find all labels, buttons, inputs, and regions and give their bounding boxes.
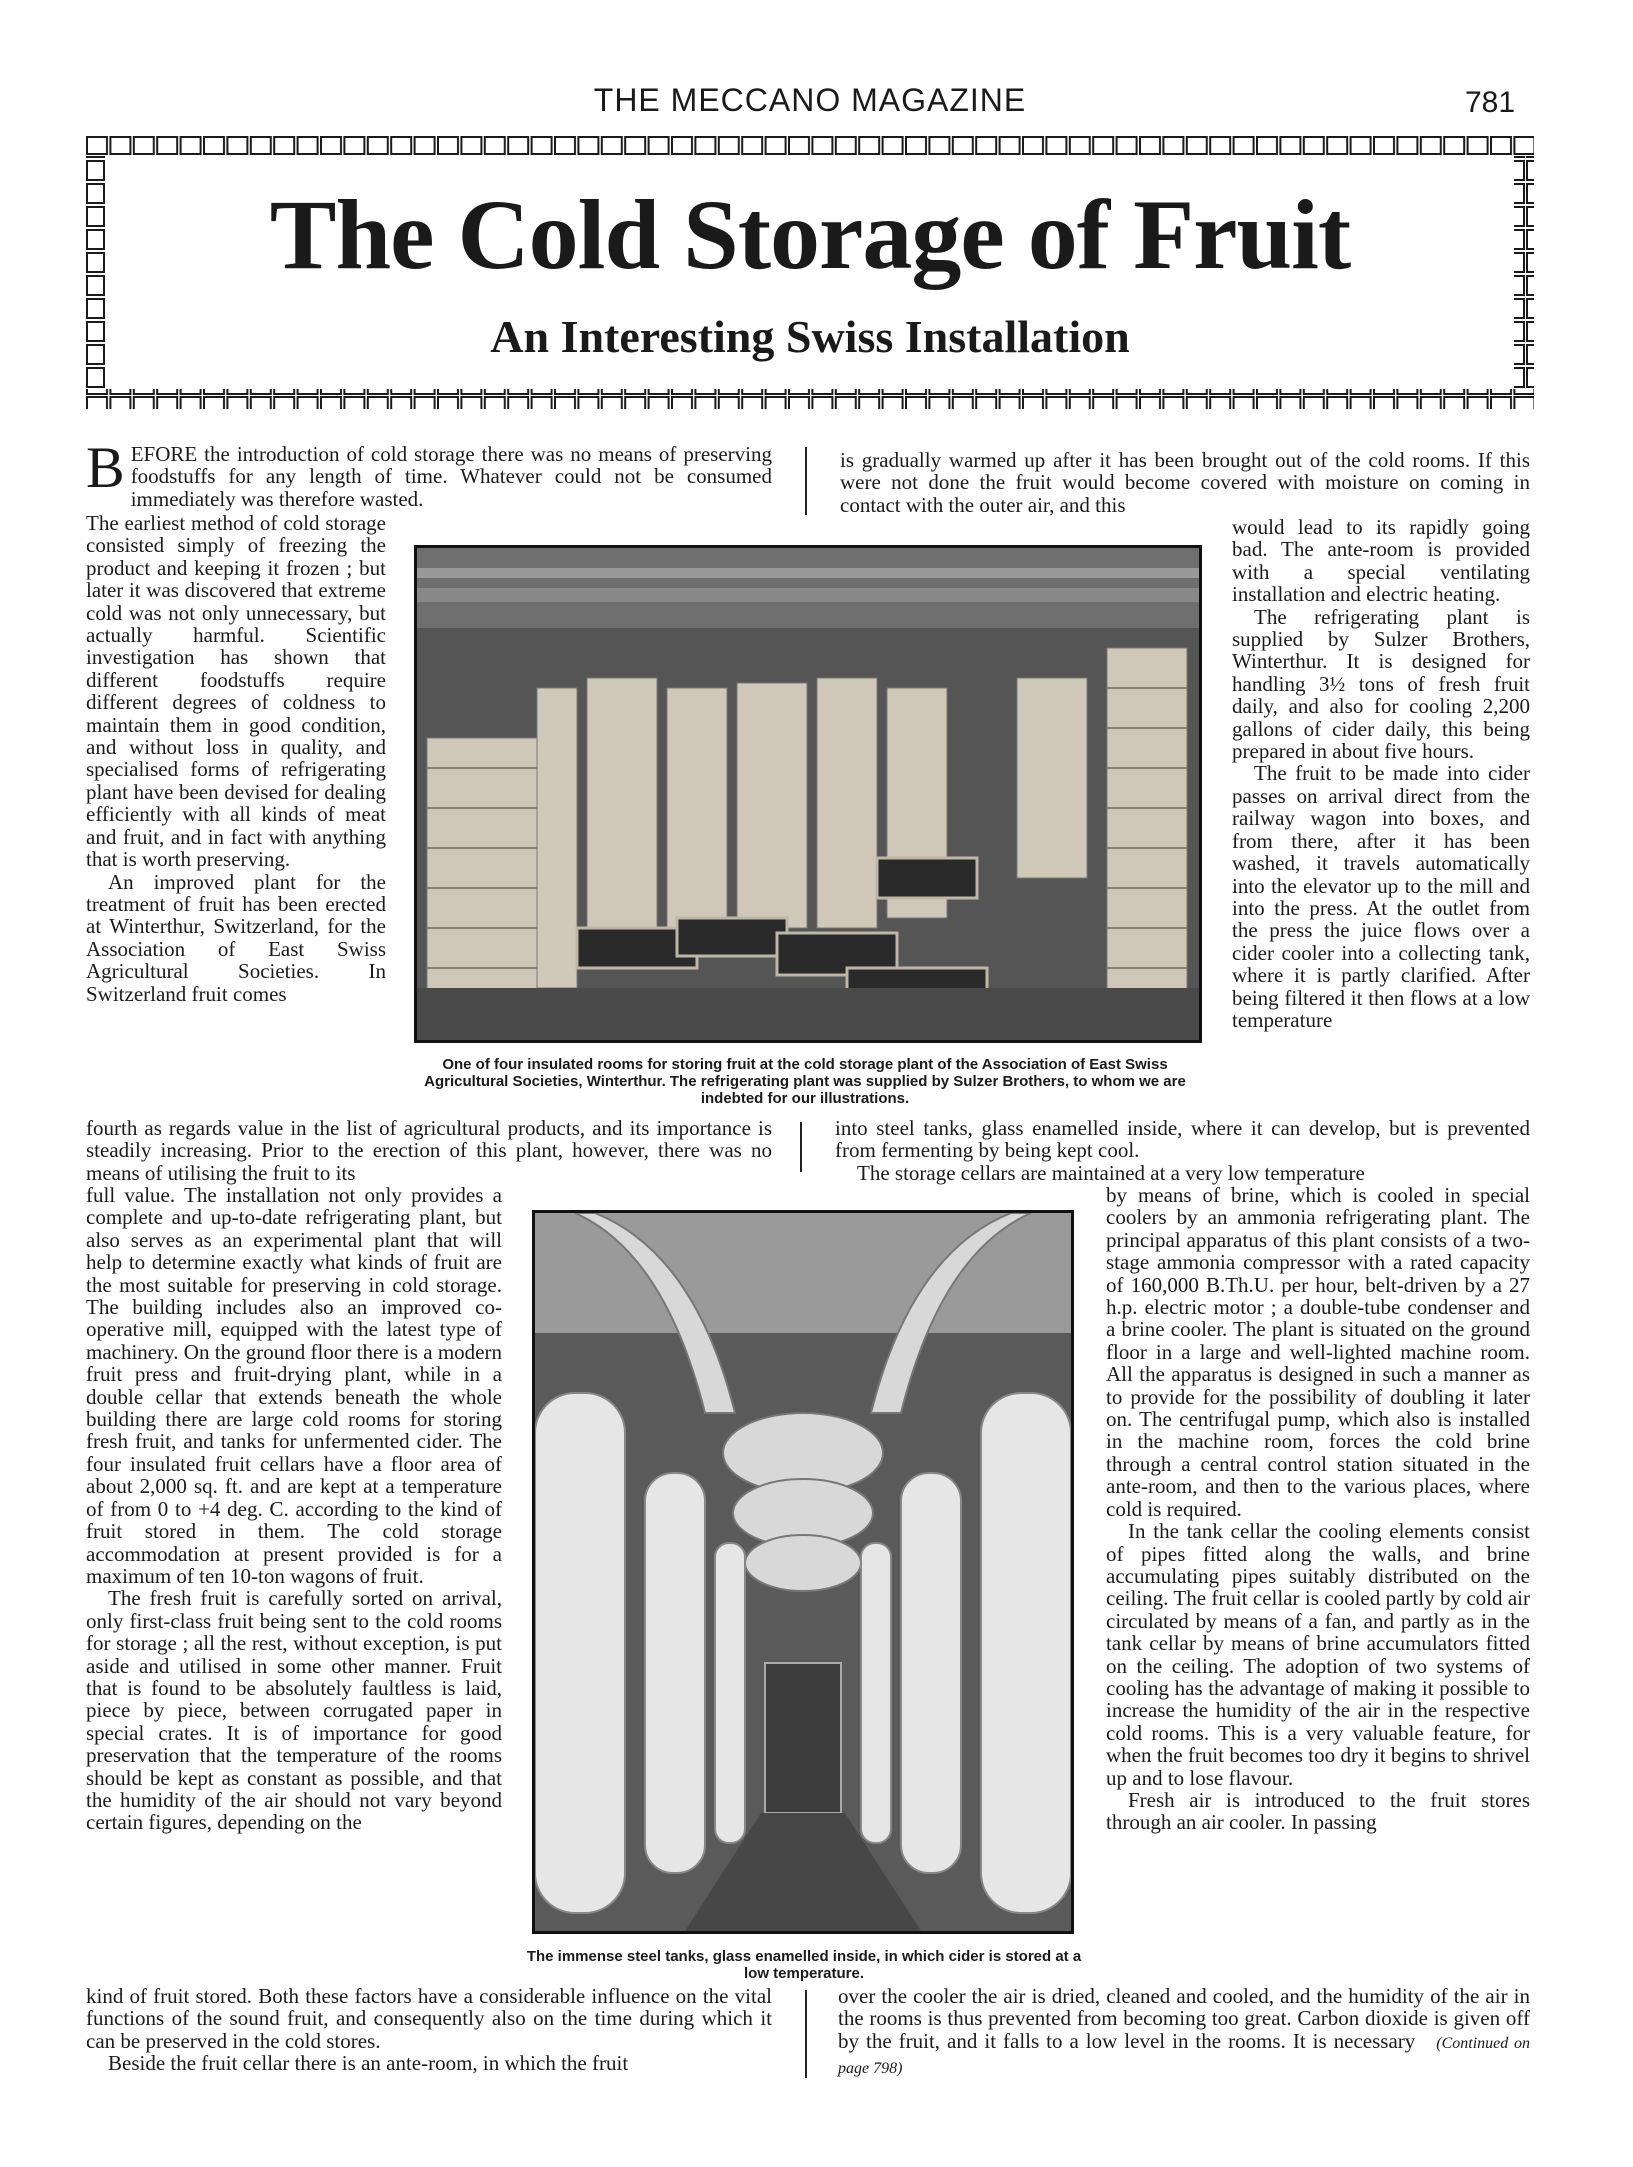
col1-paragraph-2: An improved plant for the treatment of fruit has been erected at Winterthur, Switzerland, for the Association of East Swiss Agricultural Societies. In Switzerland fruit comes: [86, 869, 386, 1006]
col2-lower-paragraph-2: In the tank cellar the cooling elements consist of pipes fitted along the walls, and brine accumulating pipes suitably distributed on the ceiling. The fruit cellar is cooled partly by cold air circulated by means of a fan, and partly as in the tank cellar by means of brine accumulators fitted on the ceiling. The adoption of two systems of cooling has the advantage of making it possible to increase the humidity of the air in the respective cold rooms. This is a very valuable feature, for when the fruit becomes too dry it begins to shrivel up and to lose flavour.: [1106, 1519, 1530, 1790]
col2-wide-text: [835, 1117, 1530, 1184]
figure-2-caption: The immense steel tanks, glass enamelled inside, in which cider is stored at a low temperature.: [526, 1948, 1082, 1982]
cider-tanks-photo: [532, 1210, 1074, 1934]
fruit-room-photo: [414, 545, 1202, 1043]
col2-top-text: [840, 449, 1530, 516]
col1-narrow-text: [86, 512, 386, 1005]
running-title: THE MECCANO MAGAZINE: [593, 82, 1027, 118]
col1-paragraph-1: The earliest method of cold storage consisted simply of freezing the product and keeping it frozen ; but later it was discovered that extreme cold was not only unnecessary, but actually harmful. Scientific investigation has shown that different foodstuffs require different degrees of coldness to maintain them in good condition, and without loss in quality, and specialised forms of refrigerating plant have been devised for dealing efficiently with all kinds of meat and fruit, and in fact with anything that is worth preserving.: [86, 511, 386, 872]
article-title: The Cold Storage of Fruit: [269, 179, 1351, 290]
col1-wide-paragraph: fourth as regards value in the list of agricultural products, and its importance is steadily increasing. Prior to the erection of this plant, however, there was no means of utilising the fruit to its: [86, 1116, 772, 1185]
col2-wide-paragraph-2: The storage cellars are maintained at a very low temperature: [857, 1160, 1365, 1185]
col1-wide-text: [86, 1117, 772, 1184]
col2-narrow-text: [1232, 516, 1530, 1031]
col1-lower-text: [86, 1184, 502, 1834]
page-number: 781: [1465, 86, 1516, 119]
col2-intro: is gradually warmed up after it has been brought out of the cold rooms. If this were not done the fruit would become covered with moisture on coming in contact with the outer air, and this: [840, 448, 1530, 517]
column-rule-top: [805, 447, 807, 515]
col2-paragraph-1: would lead to its rapidly going bad. The ante-room is provided with a special ventilating installation and electric heating.: [1232, 515, 1530, 607]
col1-bottom-paragraph-2: Beside the fruit cellar there is an ante-room, in which the fruit: [108, 2051, 629, 2076]
col2-paragraph-3: The fruit to be made into cider passes on arrival direct from the railway wagon into boxes, and from there, after it has been washed, it travels automatically into the elevator up to the mill and into the press. At the outlet from the press the juice flows over a cider cooler into a collecting tank, where it is partly clarified. After being filtered it then flows at a low temperature: [1232, 761, 1530, 1032]
fruit-crates-image: [417, 548, 1199, 1040]
col2-bottom-paragraph: [838, 1985, 1530, 2081]
col2-paragraph-2: The refrigerating plant is supplied by Sulzer Brothers, Winterthur. It is designed for handling 3½ tons of fresh fruit daily, and also for cooling 2,200 gallons of cider daily, this being prepared in about five hours.: [1232, 604, 1530, 764]
col1-lower-paragraph-1: full value. The installation not only provides a complete and up-to-date refrigerating plant, but also serves as an experimental plant that will help to determine exactly what kinds of fruit are the most suitable for preserving in cold storage. The building includes also an improved co-operative mill, equipped with the latest type of machinery. On the ground floor there is a modern fruit press and fruit-drying plant, while in a double cellar that extends beneath the whole building there are large cold rooms for storing fresh fruit, and tanks for unfermented cider. The four insulated fruit cellars have a floor area of about 2,000 sq. ft. and are kept at a temperature of from 0 to +4 deg. C. according to the kind of fruit stored in them. The cold storage accommodation at present provided is for a maximum of ten 10-ton wagons of fruit.: [86, 1183, 502, 1588]
col2-wide-paragraph-1: into steel tanks, glass enamelled inside, where it can develop, but is prevented from fermenting by being kept cool.: [835, 1116, 1530, 1163]
figure-1-caption: One of four insulated rooms for storing fruit at the cold storage plant of the Association of East Swiss Agricultural Societies, Winterthur. The refrigerating plant was supplied by Sulzer Brothers, to whom we are indebted for our illustrations.: [424, 1056, 1186, 1107]
col2-bottom-text: [838, 1985, 1530, 2081]
col2-lower-paragraph-1: by means of brine, which is cooled in special coolers by an ammonia refrigerating plant. The principal apparatus of this plant consists of a two-stage ammonia compressor with a rated capacity of 160,000 B.Th.U. per hour, belt-driven by a 27 h.p. electric motor ; a double-tube condenser and a brine cooler. The plant is situated on the ground floor in a large and well-lighted machine room. All the apparatus is designed in such a manner as to provide for the possibility of doubling it later on. The centrifugal pump, which also is installed in the machine room, forces the cold brine through a central control station situated in the ante-room, and then to the various places, where cold is required.: [1106, 1183, 1530, 1521]
dropcap: B: [86, 435, 125, 500]
continued-note: (Continued on page 798): [838, 2034, 1531, 2078]
col1-intro: EFORE the introduction of cold storage there was no means of preserving foodstuffs for any length of time. Whatever could not be consumed immediately was therefore wasted.: [130, 442, 772, 511]
col1-lower-paragraph-2: The fresh fruit is carefully sorted on arrival, only first-class fruit being sent to the cold rooms for storage ; all the rest, without exception, is put aside and utilised in some other manner. Fruit that is found to be absolutely faultless is laid, piece by piece, between corrugated paper in special crates. It is of importance for good preservation that the temperature of the rooms should be kept as constant as possible, and that the humidity of the air should not vary beyond certain figures, depending on the: [86, 1586, 502, 1835]
col2-lower-text: [1106, 1184, 1530, 1834]
col2-bottom-sentence: over the cooler the air is dried, cleaned and cooled, and the humidity of the air in the rooms is thus prevented from becoming too great. Carbon dioxide is given off by the fruit, and it falls to a low level in the rooms. It is necessary: [838, 1984, 1530, 2053]
col1-bottom-paragraph-1: kind of fruit stored. Both these factors have a considerable influence on the vital functions of the sound fruit, and consequently also on the time during which it can be preserved in the cold stores.: [86, 1984, 772, 2053]
steel-tanks-image: [535, 1213, 1071, 1931]
col1-bottom-text: [86, 1985, 772, 2075]
column-rule-middle: [800, 1122, 802, 1172]
column-rule-bottom: [805, 1990, 807, 2078]
col2-lower-paragraph-3: Fresh air is introduced to the fruit stores through an air cooler. In passing: [1106, 1787, 1530, 1835]
col1-top-text: [86, 435, 772, 511]
article-subtitle: An Interesting Swiss Installation: [490, 311, 1130, 362]
